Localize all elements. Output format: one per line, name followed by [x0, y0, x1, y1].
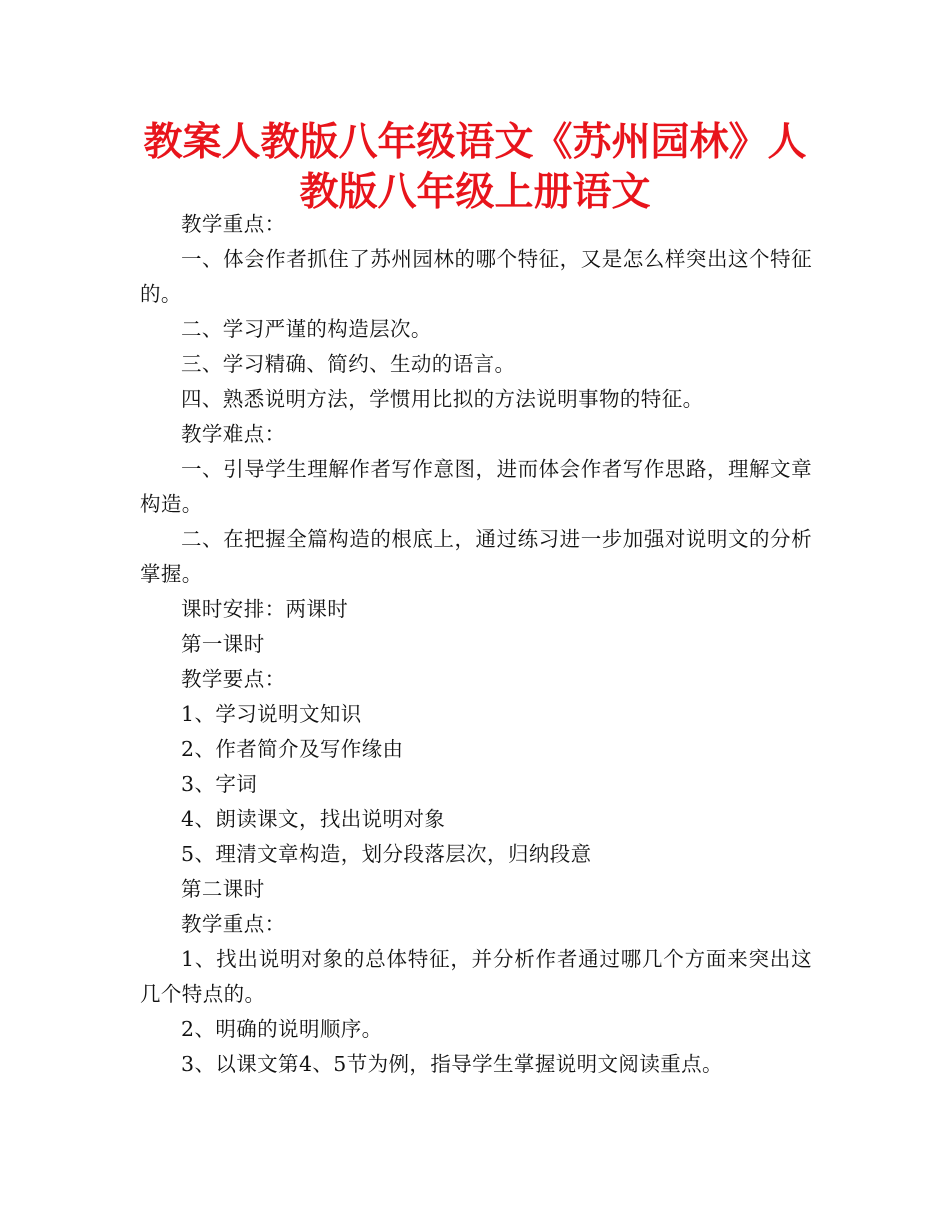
paragraph: 1、学习说明文知识	[181, 702, 362, 726]
paragraph: 2、明确的说明顺序。	[181, 1017, 383, 1041]
paragraph: 5、理清文章构造，划分段落层次，归纳段意	[181, 842, 592, 866]
paragraph: 二、在把握全篇构造的根底上，通过练习进一步加强对说明文的分析掌握。	[140, 527, 812, 586]
paragraph: 课时安排：两课时	[181, 597, 349, 621]
paragraph: 教学要点：	[181, 667, 286, 691]
paragraph: 4、朗读课文，找出说明对象	[181, 807, 446, 831]
paragraph: 第一课时	[181, 632, 265, 656]
paragraph: 三、学习精确、简约、生动的语言。	[181, 352, 516, 376]
paragraph: 教学重点：	[181, 912, 286, 936]
document-body	[140, 207, 812, 1082]
paragraph: 四、熟悉说明方法，学惯用比拟的方法说明事物的特征。	[181, 387, 704, 411]
paragraph: 一、体会作者抓住了苏州园林的哪个特征，又是怎么样突出这个特征的。	[140, 247, 812, 306]
paragraph: 教学重点：	[181, 212, 286, 236]
paragraph: 3、字词	[181, 772, 258, 796]
paragraph: 3、以课文第4、5节为例，指导学生掌握说明文阅读重点。	[181, 1052, 723, 1076]
paragraph: 1、找出说明对象的总体特征，并分析作者通过哪几个方面来突出这几个特点的。	[140, 947, 812, 1006]
paragraph: 第二课时	[181, 877, 265, 901]
document-title: 教案人教版八年级语文《苏州园林》人教版八年级上册语文	[143, 120, 807, 215]
paragraph: 教学难点：	[181, 422, 286, 446]
paragraph: 一、引导学生理解作者写作意图，进而体会作者写作思路，理解文章构造。	[140, 457, 812, 516]
paragraph: 二、学习严谨的构造层次。	[181, 317, 432, 341]
paragraph: 2、作者简介及写作缘由	[181, 737, 404, 761]
